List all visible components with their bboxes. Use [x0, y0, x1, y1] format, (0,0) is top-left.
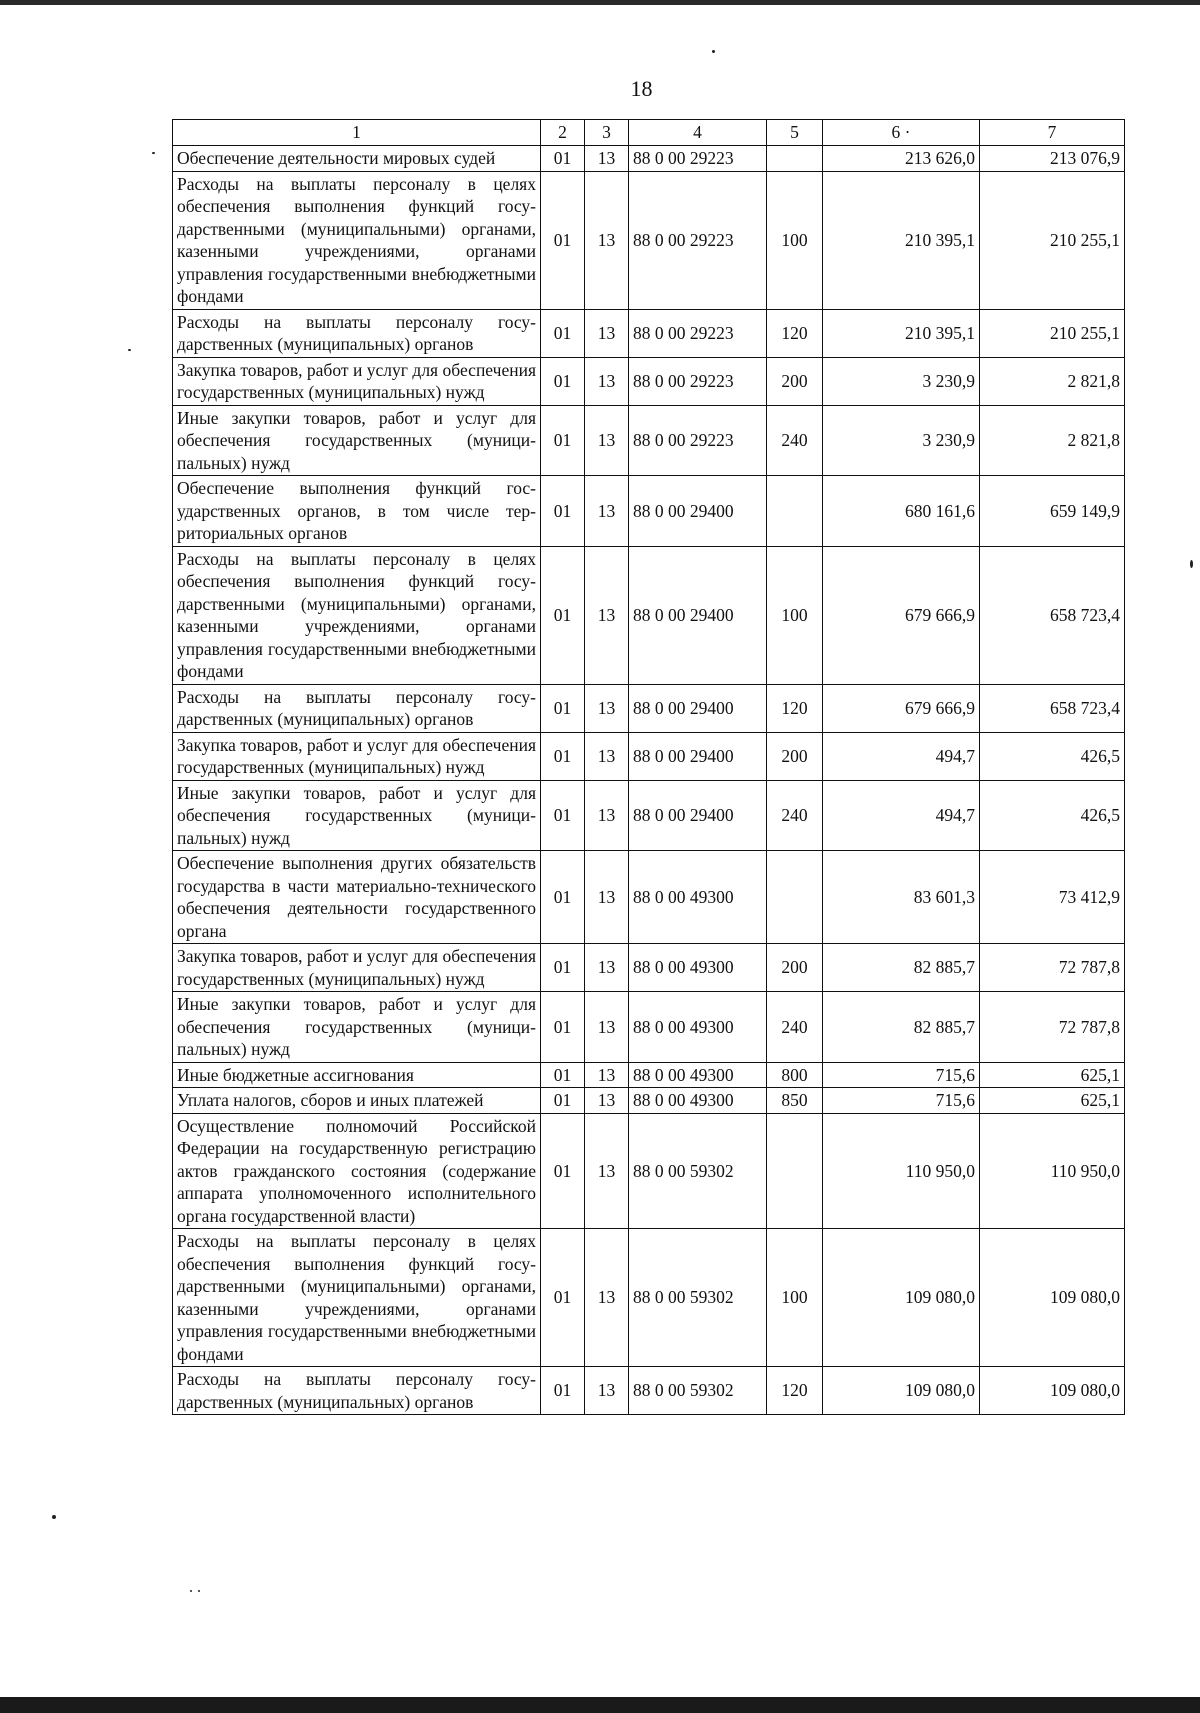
expense-type-code: 850 — [767, 1088, 823, 1114]
amount-column-6: 715,6 — [823, 1088, 980, 1114]
table-row — [173, 1062, 1125, 1088]
table-row — [173, 732, 1125, 780]
expense-type-code — [767, 851, 823, 944]
table-row — [173, 851, 1125, 944]
subsection-code: 13 — [585, 171, 629, 309]
section-code: 01 — [541, 546, 585, 684]
target-article-code: 88 0 00 29400 — [629, 684, 767, 732]
target-article-code: 88 0 00 29400 — [629, 476, 767, 547]
section-code: 01 — [541, 1367, 585, 1415]
section-code: 01 — [541, 1229, 585, 1367]
amount-column-6: 715,6 — [823, 1062, 980, 1088]
amount-column-7: 625,1 — [980, 1062, 1125, 1088]
target-article-code: 88 0 00 49300 — [629, 851, 767, 944]
subsection-code: 13 — [585, 1088, 629, 1114]
expense-type-code: 120 — [767, 1367, 823, 1415]
subsection-code: 13 — [585, 1229, 629, 1367]
subsection-code: 13 — [585, 732, 629, 780]
amount-column-6: 210 395,1 — [823, 309, 980, 357]
target-article-code: 88 0 00 59302 — [629, 1367, 767, 1415]
amount-column-7: 2 821,8 — [980, 405, 1125, 476]
amount-column-6: 82 885,7 — [823, 992, 980, 1063]
amount-column-7: 210 255,1 — [980, 309, 1125, 357]
row-description: Расходы на выплаты персоналу в целях обеспечения выполнения функций государственными (муниципальными) органами, казенными учреждениями, органами управления государственными внебюджетными фондами — [173, 546, 541, 684]
amount-column-6: 213 626,0 — [823, 146, 980, 172]
amount-column-6: 110 950,0 — [823, 1113, 980, 1229]
subsection-code: 13 — [585, 1367, 629, 1415]
target-article-code: 88 0 00 29400 — [629, 732, 767, 780]
amount-column-6: 109 080,0 — [823, 1367, 980, 1415]
subsection-code: 13 — [585, 851, 629, 944]
scan-speck — [712, 50, 715, 53]
amount-column-7: 73 412,9 — [980, 851, 1125, 944]
amount-column-7: 109 080,0 — [980, 1229, 1125, 1367]
expense-type-code: 100 — [767, 546, 823, 684]
subsection-code: 13 — [585, 1062, 629, 1088]
row-description: Закупка товаров, работ и услуг для обеспечения государственных (муниципальных) нужд — [173, 732, 541, 780]
table-row — [173, 146, 1125, 172]
row-description: Уплата налогов, сборов и иных платежей — [173, 1088, 541, 1114]
row-description: Расходы на выплаты персоналу государственных (муниципальных) органов — [173, 1367, 541, 1415]
section-code: 01 — [541, 1088, 585, 1114]
expense-type-code: 120 — [767, 309, 823, 357]
amount-column-6: 679 666,9 — [823, 684, 980, 732]
section-code: 01 — [541, 851, 585, 944]
amount-column-6: 494,7 — [823, 780, 980, 851]
row-description: Иные закупки товаров, работ и услуг для обеспечения государственных (муниципальных) нужд — [173, 780, 541, 851]
target-article-code: 88 0 00 29223 — [629, 171, 767, 309]
target-article-code: 88 0 00 29400 — [629, 546, 767, 684]
amount-column-6: 82 885,7 — [823, 944, 980, 992]
row-description: Расходы на выплаты персоналу в целях обеспечения выполнения функций государственными (муниципальными) органами, казенными учреждениями, органами управления государственными внебюджетными фондами — [173, 171, 541, 309]
amount-column-6: 3 230,9 — [823, 357, 980, 405]
subsection-code: 13 — [585, 944, 629, 992]
subsection-code: 13 — [585, 780, 629, 851]
amount-column-7: 210 255,1 — [980, 171, 1125, 309]
amount-column-6: 494,7 — [823, 732, 980, 780]
row-description: Закупка товаров, работ и услуг для обеспечения государственных (муниципальных) нужд — [173, 944, 541, 992]
expense-type-code: 240 — [767, 992, 823, 1063]
subsection-code: 13 — [585, 546, 629, 684]
subsection-code: 13 — [585, 684, 629, 732]
row-description: Обеспечение деятельности мировых судей — [173, 146, 541, 172]
scan-speck — [198, 1590, 200, 1592]
expense-type-code: 100 — [767, 1229, 823, 1367]
target-article-code: 88 0 00 29400 — [629, 780, 767, 851]
column-header-1: 1 — [173, 120, 541, 146]
table-header-row — [173, 120, 1125, 146]
expense-type-code — [767, 476, 823, 547]
row-description: Обеспечение выполнения других обязательств государства в части материально-технического обеспечения деятельности государственного органа — [173, 851, 541, 944]
amount-column-7: 72 787,8 — [980, 992, 1125, 1063]
amount-column-7: 109 080,0 — [980, 1367, 1125, 1415]
scan-bottom-border — [0, 1697, 1200, 1713]
section-code: 01 — [541, 171, 585, 309]
scan-speck — [52, 1515, 56, 1519]
subsection-code: 13 — [585, 146, 629, 172]
target-article-code: 88 0 00 49300 — [629, 944, 767, 992]
budget-table — [172, 119, 1125, 1415]
row-description: Расходы на выплаты персоналу государственных (муниципальных) органов — [173, 684, 541, 732]
amount-column-6: 679 666,9 — [823, 546, 980, 684]
section-code: 01 — [541, 684, 585, 732]
amount-column-6: 109 080,0 — [823, 1229, 980, 1367]
row-description: Иные закупки товаров, работ и услуг для обеспечения государственных (муниципальных) нужд — [173, 405, 541, 476]
expense-type-code: 200 — [767, 732, 823, 780]
target-article-code: 88 0 00 29223 — [629, 146, 767, 172]
target-article-code: 88 0 00 49300 — [629, 1062, 767, 1088]
table-row — [173, 780, 1125, 851]
target-article-code: 88 0 00 59302 — [629, 1113, 767, 1229]
amount-column-7: 426,5 — [980, 732, 1125, 780]
amount-column-7: 2 821,8 — [980, 357, 1125, 405]
scan-speck — [1190, 560, 1193, 568]
section-code: 01 — [541, 405, 585, 476]
amount-column-7: 658 723,4 — [980, 684, 1125, 732]
table-row — [173, 1113, 1125, 1229]
subsection-code: 13 — [585, 357, 629, 405]
column-header-3: 3 — [585, 120, 629, 146]
row-description: Закупка товаров, работ и услуг для обеспечения государственных (муниципальных) нужд — [173, 357, 541, 405]
amount-column-7: 659 149,9 — [980, 476, 1125, 547]
expense-type-code: 200 — [767, 357, 823, 405]
expense-type-code: 120 — [767, 684, 823, 732]
section-code: 01 — [541, 1062, 585, 1088]
page-number: 18 — [630, 76, 653, 101]
section-code: 01 — [541, 732, 585, 780]
expense-type-code: 800 — [767, 1062, 823, 1088]
amount-column-7: 625,1 — [980, 1088, 1125, 1114]
table-row — [173, 171, 1125, 309]
table-row — [173, 684, 1125, 732]
section-code: 01 — [541, 992, 585, 1063]
table-row — [173, 944, 1125, 992]
target-article-code: 88 0 00 29223 — [629, 357, 767, 405]
target-article-code: 88 0 00 29223 — [629, 309, 767, 357]
table-row — [173, 476, 1125, 547]
section-code: 01 — [541, 780, 585, 851]
expense-type-code: 200 — [767, 944, 823, 992]
amount-column-6: 3 230,9 — [823, 405, 980, 476]
section-code: 01 — [541, 357, 585, 405]
expense-type-code: 240 — [767, 780, 823, 851]
section-code: 01 — [541, 476, 585, 547]
expense-type-code: 100 — [767, 171, 823, 309]
table-row — [173, 546, 1125, 684]
amount-column-6: 680 161,6 — [823, 476, 980, 547]
subsection-code: 13 — [585, 476, 629, 547]
section-code: 01 — [541, 944, 585, 992]
amount-column-7: 72 787,8 — [980, 944, 1125, 992]
column-header-5: 5 — [767, 120, 823, 146]
column-header-7: 7 — [980, 120, 1125, 146]
amount-column-7: 213 076,9 — [980, 146, 1125, 172]
scan-speck — [190, 1590, 192, 1592]
amount-column-7: 426,5 — [980, 780, 1125, 851]
target-article-code: 88 0 00 49300 — [629, 992, 767, 1063]
expense-type-code — [767, 1113, 823, 1229]
amount-column-6: 83 601,3 — [823, 851, 980, 944]
row-description: Иные бюджетные ассигнования — [173, 1062, 541, 1088]
table-row — [173, 309, 1125, 357]
expense-type-code: 240 — [767, 405, 823, 476]
expense-type-code — [767, 146, 823, 172]
row-description: Расходы на выплаты персоналу государственных (муниципальных) органов — [173, 309, 541, 357]
table-row — [173, 357, 1125, 405]
section-code: 01 — [541, 1113, 585, 1229]
subsection-code: 13 — [585, 1113, 629, 1229]
table-row — [173, 1088, 1125, 1114]
target-article-code: 88 0 00 49300 — [629, 1088, 767, 1114]
row-description: Обеспечение выполнения функций государственных органов, в том числе территориальных органов — [173, 476, 541, 547]
amount-column-7: 110 950,0 — [980, 1113, 1125, 1229]
target-article-code: 88 0 00 59302 — [629, 1229, 767, 1367]
target-article-code: 88 0 00 29223 — [629, 405, 767, 476]
row-description: Осуществление полномочий Российской Федерации на государственную регистрацию актов гражданского состояния (содержание аппарата уполномоченного исполнительного органа государственной власти) — [173, 1113, 541, 1229]
column-header-4: 4 — [629, 120, 767, 146]
table-row — [173, 1367, 1125, 1415]
section-code: 01 — [541, 146, 585, 172]
row-description: Иные закупки товаров, работ и услуг для обеспечения государственных (муниципальных) нужд — [173, 992, 541, 1063]
scan-speck — [152, 152, 155, 154]
amount-column-6: 210 395,1 — [823, 171, 980, 309]
table-row — [173, 1229, 1125, 1367]
row-description: Расходы на выплаты персоналу в целях обеспечения выполнения функций государственными (муниципальными) органами, казенными учреждениями, органами управления государственными внебюджетными фондами — [173, 1229, 541, 1367]
table-row — [173, 992, 1125, 1063]
table-row — [173, 405, 1125, 476]
section-code: 01 — [541, 309, 585, 357]
column-header-6: 6 · — [823, 120, 980, 146]
amount-column-7: 658 723,4 — [980, 546, 1125, 684]
scan-speck — [128, 349, 131, 351]
scan-top-border — [0, 0, 1200, 5]
subsection-code: 13 — [585, 405, 629, 476]
subsection-code: 13 — [585, 309, 629, 357]
subsection-code: 13 — [585, 992, 629, 1063]
column-header-2: 2 — [541, 120, 585, 146]
